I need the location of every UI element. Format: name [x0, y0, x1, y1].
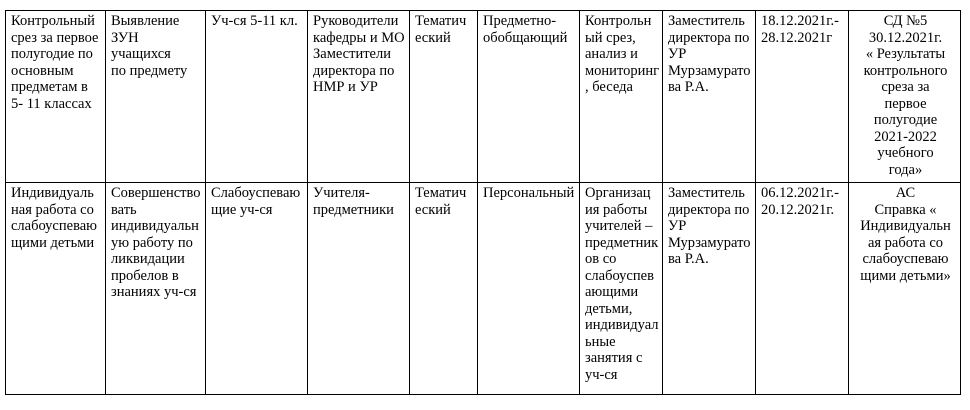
- cell-control-form: Персональный: [478, 183, 580, 395]
- cell-responsible: Учителя- предметники: [308, 183, 410, 395]
- cell-object: Слабоуспеваю щие уч-ся: [206, 183, 308, 395]
- table-row: [6, 183, 961, 395]
- cell-control-event: Индивидуаль ная работа со слабоуспеваю щими детьми: [6, 183, 106, 395]
- cell-methods: Организац ия работы учителей – предметник ов со слабоуспев ающими детьми, индивидуал ьные занятия с уч-ся: [580, 183, 663, 395]
- cell-executor: Заместитель директора по УР Мурзамурато ва Р.А.: [663, 11, 756, 183]
- cell-control-event: Контрольный срез за первое полугодие по основным предметам в 5- 11 классах: [6, 11, 106, 183]
- cell-control-form: Предметно- обобщающий: [478, 11, 580, 183]
- cell-dates: 18.12.2021г.- 28.12.2021г: [756, 11, 849, 183]
- table-row: [6, 11, 961, 183]
- cell-goal: Совершенство вать индивидуальн ую работу по ликвидации пробелов в знаниях уч-ся: [106, 183, 206, 395]
- cell-goal: Выявление ЗУН учащихся по предмету: [106, 11, 206, 183]
- cell-methods: Контрольн ый срез, анализ и мониторинг , беседа: [580, 11, 663, 183]
- plan-table: [5, 10, 961, 395]
- cell-result: СД №5 30.12.2021г. « Результаты контрольного среза за первое полугодие 2021-2022 учебного года»: [849, 11, 961, 183]
- cell-dates: 06.12.2021г.- 20.12.2021г.: [756, 183, 849, 395]
- cell-control-type: Тематич еский: [410, 11, 478, 183]
- cell-result: АС Справка « Индивидуальн ая работа со слабоуспеваю щими детьми»: [849, 183, 961, 395]
- cell-control-type: Тематич еский: [410, 183, 478, 395]
- cell-executor: Заместитель директора по УР Мурзамурато ва Р.А.: [663, 183, 756, 395]
- cell-object: Уч-ся 5-11 кл.: [206, 11, 308, 183]
- cell-responsible: Руководители кафедры и МО Заместители директора по НМР и УР: [308, 11, 410, 183]
